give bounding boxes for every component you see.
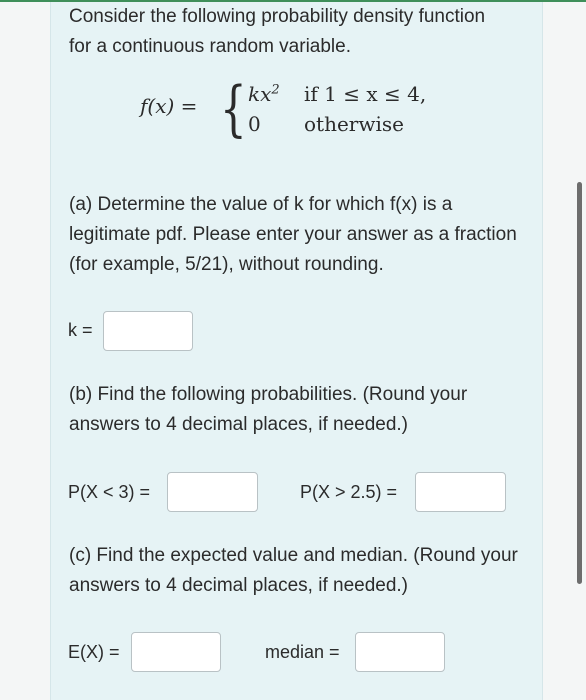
k-label: k = (68, 320, 93, 340)
case1-condition: if 1 ≤ x ≤ 4, (304, 82, 427, 106)
p-greater-2-5-label: P(X > 2.5) = (300, 482, 398, 502)
part-b-text: (b) Find the following probabilities. (Round your answers to 4 decimal places, if needed.) (69, 384, 468, 435)
case2-expression: 0 (248, 112, 261, 136)
median-input[interactable] (355, 632, 445, 672)
case2-condition: otherwise (304, 112, 404, 136)
part-c-text: (c) Find the expected value and median. (Round your answers to 4 decimal places, if needed.) (69, 545, 518, 596)
expected-value-label: E(X) = (68, 642, 120, 662)
part-a-text: (a) Determine the value of k for which f(x) is a legitimate pdf. Please enter your answer as a fraction (for example, 5/21), without rounding. (69, 194, 517, 275)
formula-brace: { (220, 74, 247, 144)
p-greater-2-5-input[interactable] (415, 472, 506, 512)
formula-lhs: f(x) = (140, 94, 198, 118)
case1-expression: $kx^2$ (248, 82, 280, 106)
median-label: median = (265, 642, 340, 662)
intro-text: Consider the following probability density function for a continuous random variable. (69, 6, 486, 57)
p-less-3-input[interactable] (167, 472, 258, 512)
pdf-formula (140, 74, 460, 150)
vertical-scrollbar[interactable] (577, 182, 582, 584)
k-answer-input[interactable] (103, 311, 193, 351)
expected-value-input[interactable] (131, 632, 221, 672)
p-less-3-label: P(X < 3) = (68, 482, 151, 502)
